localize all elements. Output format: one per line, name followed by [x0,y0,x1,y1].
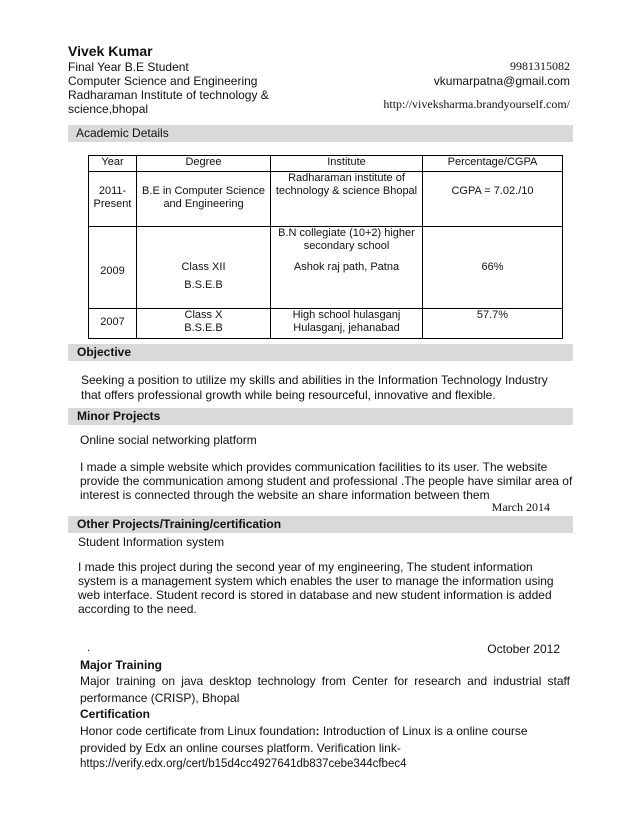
academic-details-heading: Academic Details [76,126,169,140]
column-header: Percentage/CGPA [423,156,563,172]
minor-project-title: Online social networking platform [80,433,257,447]
verification-link[interactable]: https://verify.edx.org/cert/b15d4cc4927641db837cebe344cfbec4 [80,758,407,770]
minor-project-date: March 2014 [491,500,550,514]
objective-heading: Objective [77,345,132,359]
degree-cell: B.E in Computer Science and Engineering [137,172,271,227]
academic-table [88,155,563,339]
other-projects-heading: Other Projects/Training/certification [77,517,282,531]
table-row [89,227,563,309]
objective-bar [68,344,573,361]
certification-issuer: Honor code certificate from Linux foundation [80,724,316,738]
institute-name: B.N collegiate (10+2) higher secondary school [278,227,415,252]
header-line-2: Computer Science and Engineering [68,74,258,88]
year-cell: 2011- Present [89,172,137,227]
table-row [89,172,563,227]
table-row [89,309,563,339]
degree-text: Class XII [181,261,226,273]
website-link[interactable]: http://viveksharma.brandyourself.com/ [383,97,570,111]
score-cell: 57.7% [423,309,563,339]
certification-colon: : [315,724,323,738]
header-line-4: science,bhopal [68,102,149,116]
certification-text [80,723,574,757]
score-cell: CGPA = 7.02./10 [423,172,563,227]
institute-address: Ashok raj path, Patna [293,261,400,273]
institute-cell [271,309,423,339]
objective-text: Seeking a position to utilize my skills and abilities in the Information Technology Industry that offers professional growth while being resourceful, innovative and flexible. [81,373,548,402]
other-project-title: Student Information system [78,535,225,549]
column-header: Year [89,156,137,172]
table-header-row [89,156,563,172]
institute-name: High school hulasganj [292,309,401,321]
year-cell: 2007 [89,309,137,339]
minor-project-text: I made a simple website which provides communication facilities to its user. The website provide the communication among student and professional .The people have similar area of interest is connected through the website an share information between them [80,460,573,502]
column-header: Institute [271,156,423,172]
degree-cell [137,309,271,339]
other-project-text: I made this project during the second year of my engineering, The student information system is a management system which enables the user to manage the information using web interface. Student record is stored in database and new student information is added according to the need. [78,560,554,616]
year-cell: 2009 [89,227,137,309]
bullet-dot: . [87,640,91,654]
certification-heading: Certification [80,707,151,721]
phone-number: 9981315082 [510,59,570,73]
column-header: Degree [137,156,271,172]
major-training-heading: Major Training [80,658,163,672]
other-projects-bar [68,516,573,533]
score-cell: 66% [423,227,563,309]
board-text: B.S.E.B [184,279,223,291]
candidate-name: Vivek Kumar [68,43,153,59]
header-line-3: Radharaman Institute of technology & [68,88,269,102]
other-project-date: October 2012 [487,642,560,656]
institute-cell [271,227,423,309]
institute-cell: Radharaman institute of technology & science Bhopal [271,172,423,227]
academic-details-bar [68,125,573,142]
major-training-text: Major training on java desktop technology from Center for research and industrial staff performance (CRISP), Bhopal [80,674,570,705]
minor-projects-bar [68,408,573,425]
minor-projects-heading: Minor Projects [77,409,161,423]
institute-address: Hulasganj, jehanabad [293,322,400,334]
degree-cell [137,227,271,309]
board-text: B.S.E.B [184,322,223,334]
header-line-1: Final Year B.E Student [68,60,189,74]
certification-description: Introduction of Linux is a online course provided by Edx an online courses platform. Verification link- [80,724,528,755]
email-address[interactable]: vkumarpatna@gmail.com [433,74,570,88]
degree-text: Class X [184,309,223,321]
